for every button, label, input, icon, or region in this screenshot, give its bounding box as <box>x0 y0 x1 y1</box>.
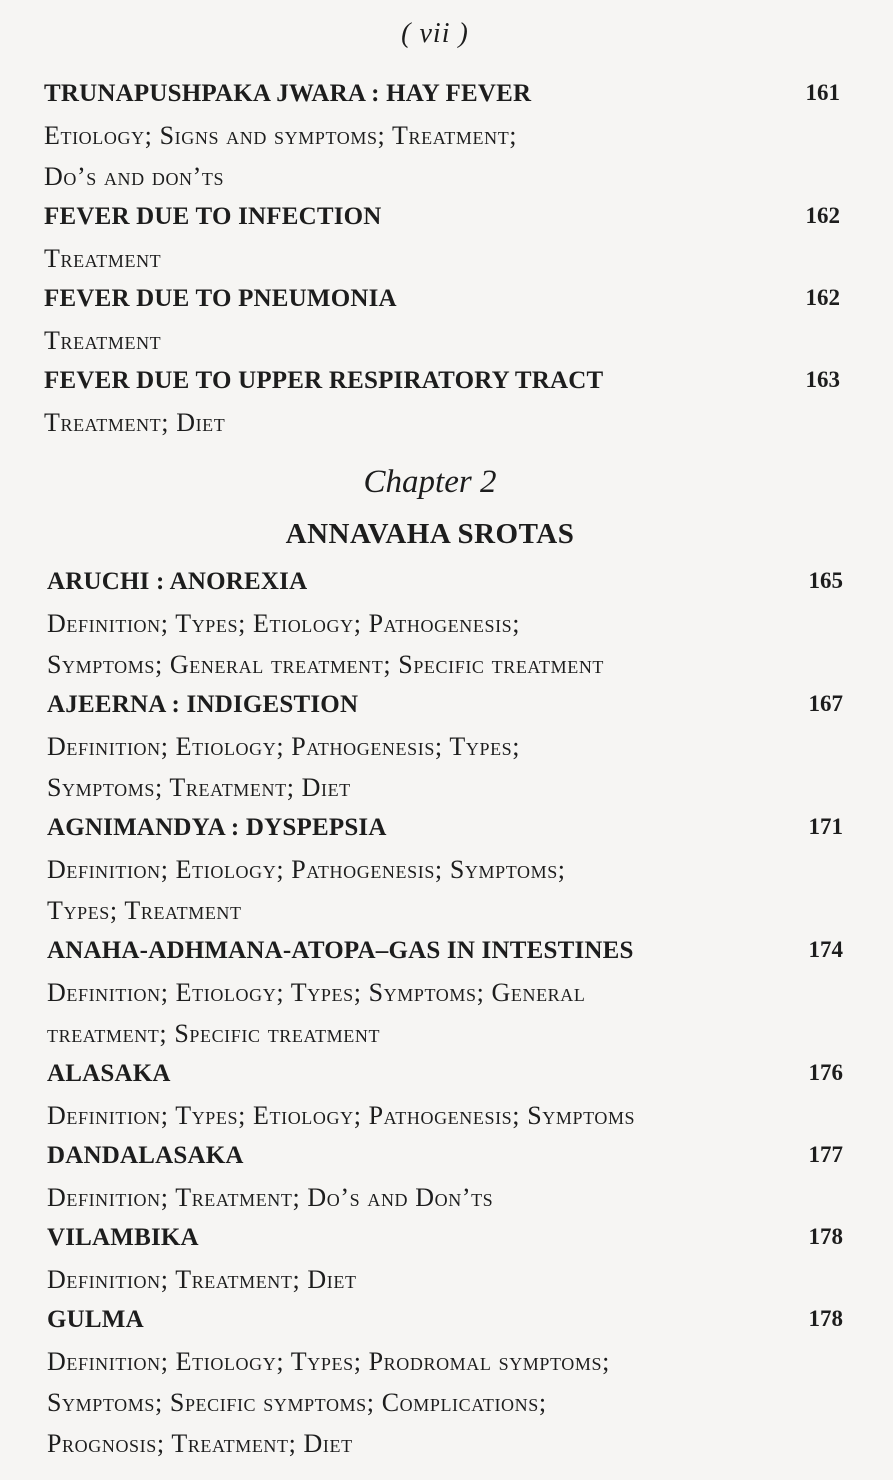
entry-subtopics: Definition; Etiology; Types; Prodromal symptoms; <box>47 1347 610 1376</box>
entry-title: AJEERNA : INDIGESTION <box>47 691 359 718</box>
entry-subtopics: Definition; Etiology; Pathogenesis; Symptoms; <box>47 855 566 884</box>
entry-title: TRUNAPUSHPAKA JWARA : HAY FEVER <box>44 80 532 107</box>
entry-page-number: 171 <box>808 814 843 839</box>
toc-entry <box>3 1224 893 1265</box>
entry-subtopics: Symptoms; Specific symptoms; Complications; <box>47 1388 547 1417</box>
entry-title: DANDALASAKA <box>47 1142 244 1169</box>
toc-entry <box>0 285 893 326</box>
entry-title: FEVER DUE TO UPPER RESPIRATORY TRACT <box>44 367 604 394</box>
entry-subtopics: treatment; Specific treatment <box>47 1019 381 1048</box>
toc-entry <box>0 367 893 408</box>
entry-subtopics: Do’s and don’ts <box>44 162 225 191</box>
toc-section-1 <box>0 80 893 449</box>
entry-subtopics: Definition; Treatment; Diet <box>47 1265 357 1294</box>
entry-title: ARUCHI : ANOREXIA <box>47 568 308 595</box>
entry-title: AGNIMANDYA : DYSPEPSIA <box>47 814 387 841</box>
entry-page-number: 165 <box>808 568 843 593</box>
entry-title: FEVER DUE TO PNEUMONIA <box>44 285 397 312</box>
toc-entry <box>0 203 893 244</box>
entry-page-number: 177 <box>808 1142 843 1167</box>
chapter-label: Chapter 2 <box>363 464 497 500</box>
toc-entry <box>3 691 893 732</box>
entry-page-number: 161 <box>805 80 840 105</box>
entry-page-number: 163 <box>805 367 840 392</box>
entry-subtopics: Treatment <box>44 244 162 273</box>
toc-section-2 <box>3 568 893 1470</box>
entry-subtopics: Definition; Treatment; Do’s and Don’ts <box>47 1183 494 1212</box>
entry-page-number: 176 <box>808 1060 843 1085</box>
entry-subtopics: Types; Treatment <box>47 896 242 925</box>
toc-entry <box>3 568 893 609</box>
entry-page-number: 167 <box>808 691 843 716</box>
entry-subtopics: Treatment; Diet <box>44 408 226 437</box>
toc-entry <box>0 80 893 121</box>
entry-page-number: 178 <box>808 1306 843 1331</box>
chapter-title: ANNAVAHA SROTAS <box>285 518 575 550</box>
entry-subtopics: Symptoms; Treatment; Diet <box>47 773 351 802</box>
page-folio: ( vii ) <box>401 18 469 49</box>
entry-page-number: 178 <box>808 1224 843 1249</box>
entry-subtopics: Etiology; Signs and symptoms; Treatment; <box>44 121 518 150</box>
toc-entry <box>3 1060 893 1101</box>
entry-title: GULMA <box>47 1306 144 1333</box>
entry-title: FEVER DUE TO INFECTION <box>44 203 382 230</box>
toc-entry <box>3 937 893 978</box>
entry-page-number: 162 <box>805 285 840 310</box>
entry-subtopics: Treatment <box>44 326 162 355</box>
entry-subtopics: Prognosis; Treatment; Diet <box>47 1429 353 1458</box>
entry-subtopics: Definition; Etiology; Pathogenesis; Types; <box>47 732 521 761</box>
toc-entry <box>3 1306 893 1347</box>
entry-page-number: 162 <box>805 203 840 228</box>
toc-entry <box>3 1142 893 1183</box>
toc-entry <box>3 814 893 855</box>
entry-title: ALASAKA <box>47 1060 171 1087</box>
entry-subtopics: Definition; Types; Etiology; Pathogenesis; <box>47 609 521 638</box>
entry-subtopics: Definition; Types; Etiology; Pathogenesis; Symptoms <box>47 1101 636 1130</box>
entry-page-number: 174 <box>808 937 843 962</box>
entry-subtopics: Definition; Etiology; Types; Symptoms; General <box>47 978 586 1007</box>
entry-subtopics: Symptoms; General treatment; Specific treatment <box>47 650 605 679</box>
entry-title: VILAMBIKA <box>47 1224 199 1251</box>
entry-title: ANAHA-ADHMANA-ATOPA–GAS IN INTESTINES <box>47 937 634 964</box>
